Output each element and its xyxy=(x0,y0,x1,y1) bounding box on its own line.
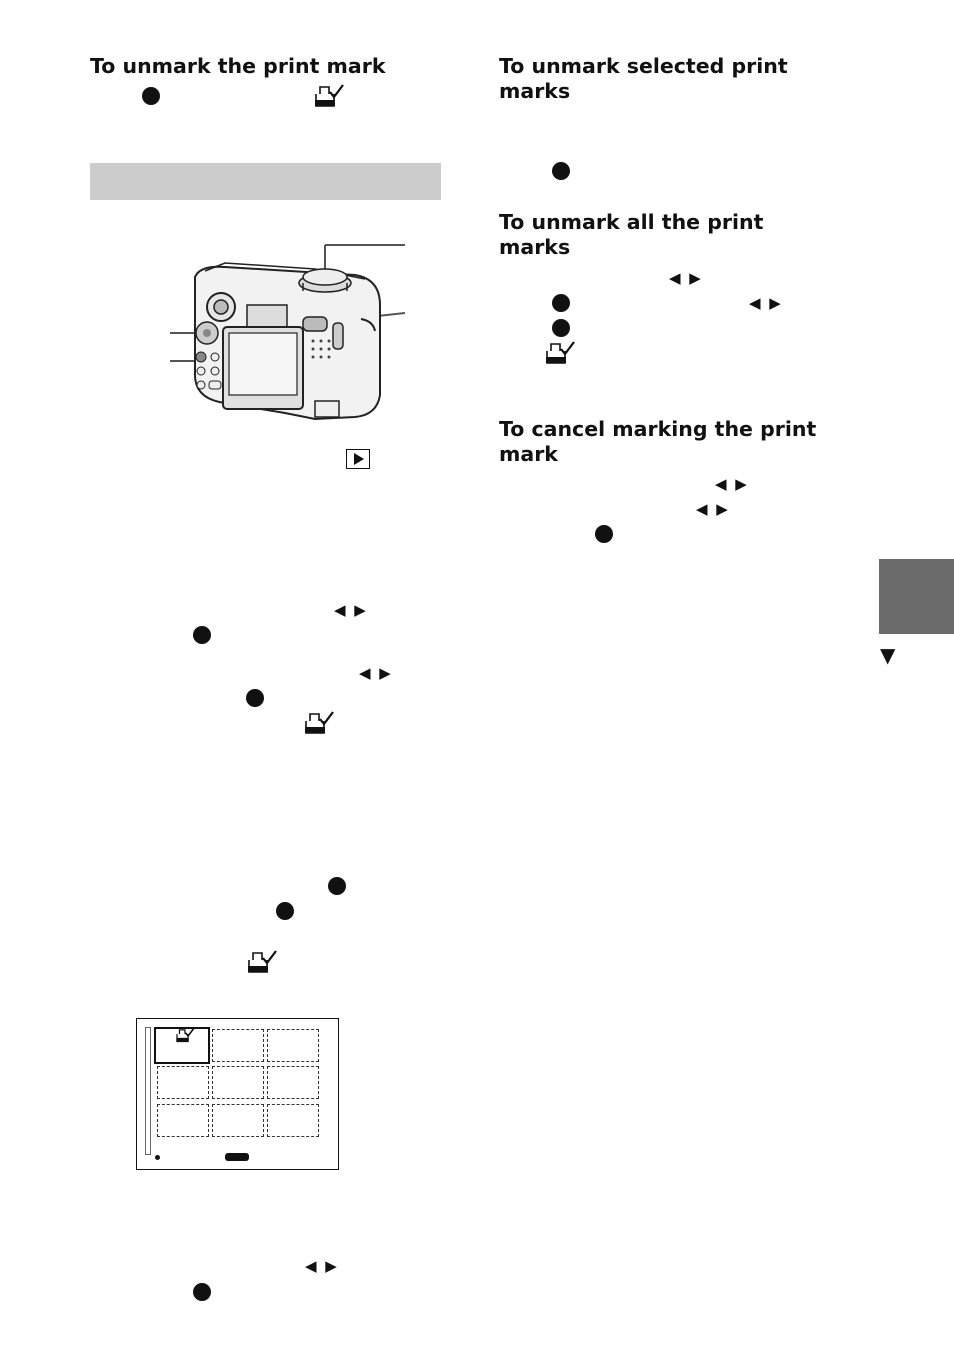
heading-cancel-marking: To cancel marking the print mark xyxy=(499,417,817,466)
control-button-icon xyxy=(193,1283,211,1301)
control-button-icon xyxy=(595,525,613,543)
thumbnail xyxy=(267,1104,319,1137)
left-right-arrow-icon: ◀ ▶ xyxy=(696,500,730,518)
print-mark-icon xyxy=(245,950,279,976)
camera-illustration xyxy=(165,235,410,425)
control-button-icon xyxy=(552,319,570,337)
control-button-icon xyxy=(328,877,346,895)
heading-unmark-all: To unmark all the print marks xyxy=(499,210,764,259)
thumbnail xyxy=(157,1104,209,1137)
control-button-icon xyxy=(552,294,570,312)
control-button-icon xyxy=(552,162,570,180)
left-right-arrow-icon: ◀ ▶ xyxy=(715,475,749,493)
section-title-bar xyxy=(90,163,441,200)
print-mark-icon xyxy=(312,84,346,110)
control-button-icon xyxy=(246,689,264,707)
print-mark-icon xyxy=(302,711,336,737)
thumbnail xyxy=(267,1029,319,1062)
heading-unmark-print-mark: To unmark the print mark xyxy=(90,54,386,78)
left-right-arrow-icon: ◀ ▶ xyxy=(669,269,703,287)
screen-indicator-dot xyxy=(155,1155,160,1160)
control-button-icon xyxy=(142,87,160,105)
left-right-arrow-icon: ◀ ▶ xyxy=(359,664,393,682)
print-mark-icon xyxy=(174,1028,196,1044)
print-mark-icon xyxy=(543,341,577,367)
thumbnail xyxy=(212,1029,264,1062)
down-triangle-icon: ▼ xyxy=(880,643,896,667)
left-right-arrow-icon: ◀ ▶ xyxy=(334,601,368,619)
thumbnail xyxy=(157,1066,209,1099)
index-screen-illustration xyxy=(136,1018,339,1170)
screen-scrollbar xyxy=(145,1027,151,1155)
left-right-arrow-icon: ◀ ▶ xyxy=(749,294,783,312)
chapter-side-tab xyxy=(879,559,954,634)
thumbnail xyxy=(267,1066,319,1099)
thumbnail xyxy=(212,1104,264,1137)
screen-indicator-bar xyxy=(225,1153,249,1161)
control-button-icon xyxy=(276,902,294,920)
left-right-arrow-icon: ◀ ▶ xyxy=(305,1257,339,1275)
playback-icon xyxy=(346,449,370,469)
control-button-icon xyxy=(193,626,211,644)
thumbnail xyxy=(212,1066,264,1099)
heading-unmark-selected: To unmark selected print marks xyxy=(499,54,788,103)
thumbnail-selected xyxy=(154,1027,210,1064)
